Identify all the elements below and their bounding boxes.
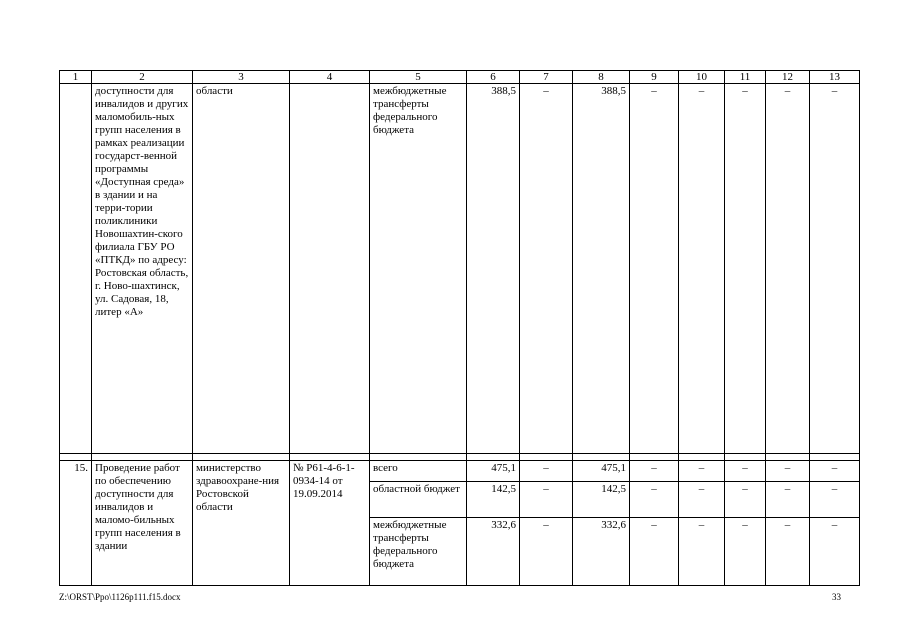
value-cell: – [520, 461, 573, 482]
value-cell: – [766, 482, 810, 518]
value-cell: – [679, 518, 725, 586]
header-cell: 7 [520, 71, 573, 84]
value-cell: – [810, 518, 860, 586]
table-row [60, 461, 860, 482]
header-cell: 6 [467, 71, 520, 84]
value-cell: – [630, 461, 679, 482]
header-cell: 5 [370, 71, 467, 84]
value-cell: – [679, 461, 725, 482]
header-row [60, 71, 860, 84]
table-row [60, 84, 860, 454]
header-cell: 8 [573, 71, 630, 84]
header-cell: 2 [92, 71, 193, 84]
value-cell: 332,6 [573, 518, 630, 586]
value-cell: – [520, 84, 573, 454]
value-cell: – [630, 518, 679, 586]
header-cell: 12 [766, 71, 810, 84]
value-cell: 388,5 [573, 84, 630, 454]
value-cell: 475,1 [573, 461, 630, 482]
value-cell: 475,1 [467, 461, 520, 482]
value-cell: – [630, 84, 679, 454]
activity-name: Проведение работ по обеспечению доступности для инвалидов и маломо-бильных групп населения в здании [92, 461, 193, 586]
row-number [60, 84, 92, 454]
header-cell: 3 [193, 71, 290, 84]
footer-file-path: Z:\ORST\Ppo\1126p111.f15.docx [59, 592, 181, 602]
header-cell: 9 [630, 71, 679, 84]
value-cell: – [725, 84, 766, 454]
value-cell: – [725, 461, 766, 482]
value-cell: – [679, 84, 725, 454]
value-cell: – [810, 461, 860, 482]
executor: министерство здравоохране-ния Ростовской области [193, 461, 290, 586]
header-cell: 10 [679, 71, 725, 84]
row-gap [60, 454, 860, 461]
executor: области [193, 84, 290, 454]
value-cell: – [766, 84, 810, 454]
activity-name: доступности для инвалидов и других маломобиль-ных групп населения в рамках реализации государст-венной программы «Доступная среда» в здании и на терри-тории поликлиники Новошахтин-ского филиала ГБУ РО «ПТКД» по адресу: Ростовская область, г. Ново-шахтинск, ул. Садовая, 18, литер «А» [92, 84, 193, 454]
program-table [59, 70, 860, 586]
header-cell: 13 [810, 71, 860, 84]
funding-source: межбюджетные трансферты федерального бюджета [370, 518, 467, 586]
value-cell: – [630, 482, 679, 518]
header-cell: 4 [290, 71, 370, 84]
value-cell: – [679, 482, 725, 518]
funding-source: всего [370, 461, 467, 482]
funding-source: межбюджетные трансферты федерального бюджета [370, 84, 467, 454]
value-cell: – [725, 482, 766, 518]
value-cell: – [520, 482, 573, 518]
value-cell: – [766, 518, 810, 586]
document: № Р61-4-6-1-0934-14 от 19.09.2014 [290, 461, 370, 586]
funding-source: областной бюджет [370, 482, 467, 518]
value-cell: – [810, 84, 860, 454]
value-cell: 142,5 [467, 482, 520, 518]
header-cell: 11 [725, 71, 766, 84]
value-cell: 388,5 [467, 84, 520, 454]
row-number: 15. [60, 461, 92, 586]
value-cell: – [766, 461, 810, 482]
value-cell: – [810, 482, 860, 518]
value-cell: 142,5 [573, 482, 630, 518]
value-cell: 332,6 [467, 518, 520, 586]
value-cell: – [520, 518, 573, 586]
value-cell: – [725, 518, 766, 586]
document [290, 84, 370, 454]
header-cell: 1 [60, 71, 92, 84]
page-number: 33 [832, 592, 841, 602]
